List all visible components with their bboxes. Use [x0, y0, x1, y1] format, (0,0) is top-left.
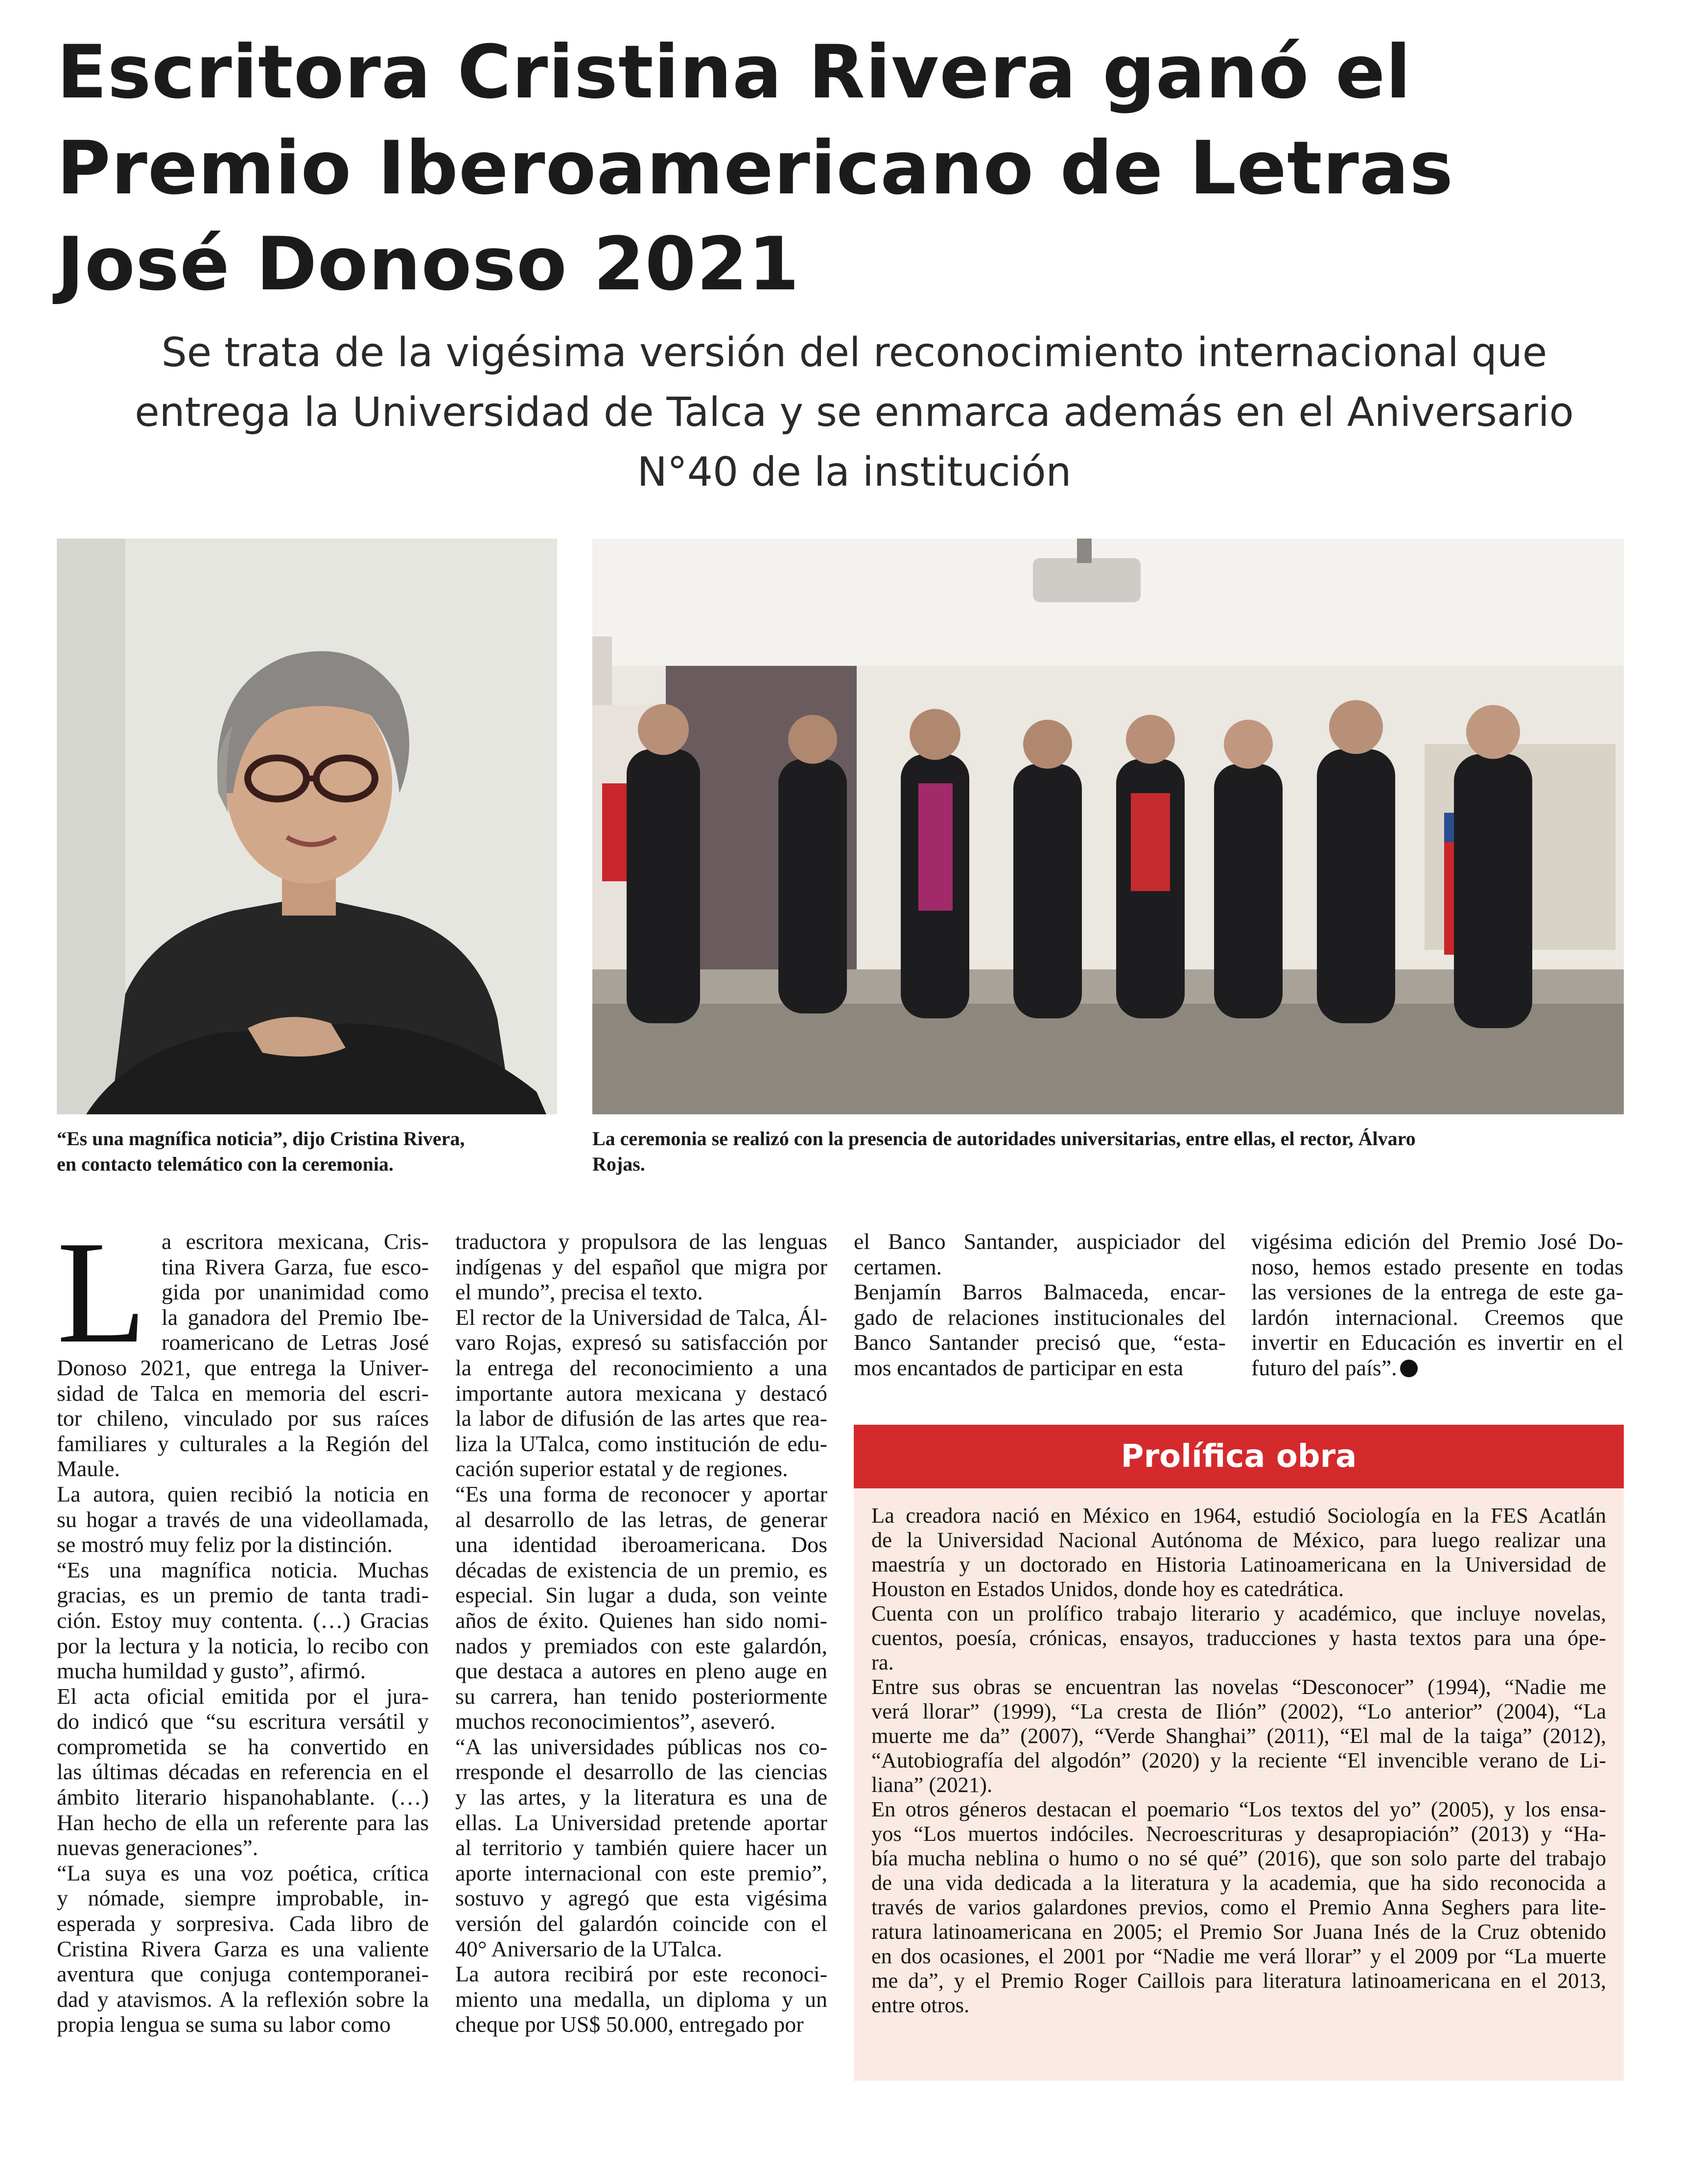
- text-line: sidad de Talca en memoria del escri-: [57, 1380, 429, 1406]
- text-line: “Es una magnífica noticia. Muchas: [57, 1557, 429, 1582]
- text-line: por la lectura y la noticia, lo recibo con: [57, 1633, 429, 1658]
- text-line: Houston en Estados Unidos, donde hoy es catedrática.: [871, 1577, 1344, 1601]
- text-line: Cuenta con un prolífico trabajo literario y académico, que incluye novelas,: [871, 1601, 1606, 1625]
- text-line: la entrega del reconocimiento a una: [455, 1355, 827, 1380]
- text-line: nuevas generaciones”.: [57, 1835, 258, 1860]
- text-line: y nómade, siempre improbable, in-: [57, 1885, 429, 1911]
- text-line: certamen.: [854, 1254, 942, 1279]
- text-line: lardón internacional. Creemos que: [1251, 1304, 1623, 1330]
- article-paragraphs: [854, 1229, 1226, 1381]
- portrait-caption: [57, 1126, 566, 1177]
- text-line: a escritora mexicana, Cris-: [162, 1229, 429, 1254]
- text-line: roamericano de Letras José: [162, 1330, 429, 1355]
- text-line: la ganadora del Premio Ibe-: [162, 1304, 429, 1330]
- text-line: su hogar a través de una videollamada,: [57, 1506, 429, 1532]
- sidebar-paragraphs: [871, 1503, 1606, 2017]
- text-line: “A las universidades públicas nos co-: [455, 1734, 827, 1759]
- ceremony-caption: [592, 1126, 1640, 1177]
- text-line: las versiones de la entrega de este ga-: [1251, 1279, 1623, 1305]
- text-line: especial. Sin lugar a duda, son veinte: [455, 1582, 827, 1608]
- text-line: la labor de difusión de las artes que rea-: [455, 1406, 827, 1431]
- text-line: cuentos, poesía, crónicas, ensayos, traducciones y hasta textos para una ópe-: [871, 1625, 1606, 1650]
- text-line: traductora y propulsora de las lenguas: [455, 1229, 827, 1254]
- text-line: gracias, es un premio de tanta tradi-: [57, 1582, 429, 1608]
- paragraph: [455, 1305, 827, 1482]
- text-line: liza la UTalca, como institución de edu-: [455, 1431, 827, 1456]
- text-line: miento una medalla, un diploma y un: [455, 1986, 827, 2012]
- end-of-article-mark: [1400, 1360, 1418, 1377]
- text-line: décadas de existencia de un premio, es: [455, 1557, 827, 1582]
- paragraph: [455, 1229, 827, 1305]
- text-line: ción. Estoy muy contenta. (…) Gracias: [57, 1607, 429, 1633]
- paragraph: [57, 1557, 429, 1684]
- text-line: “Autobiografía del algodón” (2020) y la reciente “El invencible verano de Li-: [871, 1748, 1606, 1772]
- sidebar-box: [854, 1425, 1624, 2081]
- text-line: de una vida dedicada a la literatura y la academia, que ha sido reconocida a: [871, 1870, 1606, 1895]
- text-line: La autora recibirá por este reconoci-: [455, 1961, 827, 1987]
- text-line: ámbito literario hispanohablante. (…): [57, 1785, 429, 1810]
- sidebar-title: Prolífica obra: [854, 1425, 1624, 1488]
- text-line: dad y atavismos. A la reflexión sobre la: [57, 1986, 429, 2012]
- text-line: ratura latinoamericana en 2005; el Premio Sor Juana Inés de la Cruz obtenido: [871, 1919, 1606, 1944]
- paragraph: [455, 1482, 827, 1734]
- article-paragraphs: [455, 1229, 827, 2037]
- text-line: vigésima edición del Premio José Do-: [1251, 1229, 1623, 1254]
- text-line: indígenas y del español que migra por: [455, 1254, 827, 1279]
- headline-line: José Donoso 2021: [57, 222, 800, 307]
- ceremony-illustration: [592, 539, 1624, 1114]
- paragraph: [871, 1674, 1606, 1797]
- paragraph: [871, 1797, 1606, 2017]
- text-line: sostuvo y agregó que esta vigésima: [455, 1885, 827, 1911]
- text-line: La autora, quien recibió la noticia en: [57, 1481, 429, 1506]
- portrait-photo: [57, 539, 557, 1114]
- article-column-1: [57, 1211, 429, 2037]
- text-line: futuro del país”.: [1251, 1355, 1623, 1381]
- text-line: bía mucha neblina o humo o no sé qué” (2016), que son solo parte del trabajo: [871, 1846, 1606, 1870]
- paragraph: [57, 1860, 429, 2037]
- text-line: al territorio y también quiere hacer un: [455, 1835, 827, 1860]
- text-line: familiares y culturales a la Región del: [57, 1431, 429, 1456]
- text-line: invertir en Educación es invertir en el: [1251, 1330, 1623, 1355]
- paragraph: [57, 1684, 429, 1860]
- article-column-3: [854, 1229, 1226, 1381]
- text-line: tor chileno, vinculado por sus raíces: [57, 1406, 429, 1431]
- paragraph: [854, 1279, 1226, 1380]
- article-column-4: [1251, 1229, 1623, 1381]
- text-line: Cristina Rivera Garza es una valiente: [57, 1936, 429, 1961]
- paragraph: [57, 1482, 429, 1557]
- caption-line: Rojas.: [592, 1153, 645, 1175]
- text-line: liana” (2021).: [871, 1772, 993, 1797]
- text-line: cheque por US$ 50.000, entregado por: [455, 2012, 804, 2037]
- text-line: verá llorar” (1999), “La cresta de Ilión” (2002), “Lo anterior” (2004), “La: [871, 1699, 1606, 1723]
- subheadline-line: entrega la Universidad de Talca y se enmarca además en el Aniversario: [135, 389, 1574, 436]
- text-line: al desarrollo de las letras, de generar: [455, 1506, 827, 1532]
- ceremony-group-photo: [592, 539, 1624, 1114]
- text-line: de la Universidad Nacional Autónoma de México, para luego realizar una: [871, 1528, 1606, 1552]
- text-line: yos “Los muertos indóciles. Necroescrituras y desapropiación” (2013) y “Ha-: [871, 1821, 1606, 1846]
- text-line: que destaca a autores en pleno auge en: [455, 1658, 827, 1684]
- text-line: mucha humildad y gusto”, afirmó.: [57, 1658, 366, 1684]
- text-line: do indicó que “su escritura versátil y: [57, 1709, 429, 1734]
- paragraph: [871, 1601, 1606, 1674]
- text-line: 40° Aniversario de la UTalca.: [455, 1936, 723, 1961]
- text-line: importante autora mexicana y destacó: [455, 1380, 827, 1406]
- text-line: Maule.: [57, 1456, 120, 1482]
- text-line: el Banco Santander, auspiciador del: [854, 1229, 1226, 1254]
- text-line: esperada y sorpresiva. Cada libro de: [57, 1911, 429, 1936]
- caption-line: en contacto telemático con la ceremonia.: [57, 1153, 394, 1175]
- text-line: El acta oficial emitida por el jura-: [57, 1683, 429, 1709]
- text-line: mos encantados de participar en esta: [854, 1355, 1184, 1380]
- text-line: varo Rojas, expresó su satisfacción por: [455, 1330, 827, 1355]
- text-line: aporte internacional con este premio”,: [455, 1860, 827, 1885]
- text-line: ra.: [871, 1650, 894, 1674]
- text-line: ellas. La Universidad pretende aportar: [455, 1810, 827, 1835]
- paragraph: [455, 1961, 827, 2037]
- subheadline: [54, 323, 1655, 502]
- text-line: gado de relaciones institucionales del: [854, 1304, 1226, 1330]
- text-line: propia lengua se suma su labor como: [57, 2012, 391, 2037]
- text-line: versión del galardón coincide con el: [455, 1911, 827, 1936]
- text-line: Han hecho de ella un referente para las: [57, 1810, 429, 1835]
- text-line: rresponde el desarrollo de las ciencias: [455, 1759, 827, 1785]
- portrait-illustration: [57, 539, 557, 1114]
- text-line: muerte me da” (2007), “Verde Shanghai” (2011), “El mal de la taiga” (2012),: [871, 1723, 1606, 1748]
- text-line: y las artes, y la literatura es una de: [455, 1785, 827, 1810]
- sidebar-body: [854, 1488, 1624, 2017]
- paragraph: [1251, 1229, 1623, 1381]
- text-line: Banco Santander precisó que, “esta-: [854, 1330, 1226, 1355]
- paragraph: [871, 1503, 1606, 1601]
- text-line: “La suya es una voz poética, crítica: [57, 1860, 429, 1885]
- text-line: tina Rivera Garza, fue esco-: [162, 1254, 429, 1279]
- text-line: gida por unanimidad como: [162, 1279, 429, 1305]
- text-line: El rector de la Universidad de Talca, Ál-: [455, 1304, 827, 1330]
- text-line: entre otros.: [871, 1993, 970, 2017]
- headline-line: Premio Iberoamericano de Letras: [57, 126, 1454, 211]
- text-line: el mundo”, precisa el texto.: [455, 1279, 703, 1305]
- text-line: las últimas décadas en referencia en el: [57, 1759, 429, 1785]
- text-line: comprometida se ha convertido en: [57, 1734, 429, 1759]
- subheadline-line: N°40 de la institución: [637, 449, 1072, 495]
- text-line: En otros géneros destacan el poemario “Los textos del yo” (2005), y los ensa-: [871, 1797, 1606, 1821]
- text-line: través de varios galardones previos, como el Premio Anna Seghers para lite-: [871, 1895, 1606, 1919]
- article-paragraphs: [1251, 1229, 1623, 1381]
- text-line: muchos reconocimientos”, aseveró.: [455, 1709, 775, 1734]
- drop-cap: L: [57, 1211, 147, 1373]
- text-line: Entre sus obras se encuentran las novelas “Desconocer” (1994), “Nadie me: [871, 1674, 1606, 1699]
- text-line: La creadora nació en México en 1964, estudió Sociología en la FES Acatlán: [871, 1503, 1606, 1528]
- text-line: años de éxito. Quienes han sido nomi-: [455, 1607, 827, 1633]
- text-line: maestría y un doctorado en Historia Latinoamericana en la Universidad de: [871, 1552, 1606, 1577]
- article-column-2: [455, 1229, 827, 2037]
- text-line: en dos ocasiones, el 2001 por “Nadie me verá llorar” y el 2009 por “La muerte: [871, 1944, 1606, 1968]
- subheadline-line: Se trata de la vigésima versión del reconocimiento internacional que: [161, 329, 1547, 376]
- text-line: su carrera, han tenido posteriormente: [455, 1683, 827, 1709]
- paragraph: [854, 1229, 1226, 1279]
- headline-line: Escritora Cristina Rivera ganó el: [57, 30, 1411, 115]
- text-line: cación superior estatal y de regiones.: [455, 1456, 788, 1482]
- headline: [57, 24, 1653, 312]
- paragraph: [455, 1734, 827, 1961]
- text-line: Benjamín Barros Balmaceda, encar-: [854, 1279, 1226, 1305]
- text-line: me da”, y el Premio Roger Caillois para literatura latinoamericana en el 2013,: [871, 1968, 1606, 1993]
- caption-line: “Es una magnífica noticia”, dijo Cristina Rivera,: [57, 1128, 465, 1150]
- text-line: Donoso 2021, que entrega la Univer-: [57, 1355, 429, 1380]
- text-line: noso, hemos estado presente en todas: [1251, 1254, 1623, 1279]
- text-line: se mostró muy feliz por la distinción.: [57, 1532, 393, 1557]
- text-line: “Es una forma de reconocer y aportar: [455, 1481, 827, 1506]
- text-line: aventura que conjuga contemporanei-: [57, 1961, 429, 1987]
- caption-line: La ceremonia se realizó con la presencia de autoridades universitarias, entre ellas, el rector, Álvaro: [592, 1128, 1416, 1150]
- text-line: nados y premiados con este galardón,: [455, 1633, 827, 1658]
- text-line: una identidad iberoamericana. Dos: [455, 1532, 827, 1557]
